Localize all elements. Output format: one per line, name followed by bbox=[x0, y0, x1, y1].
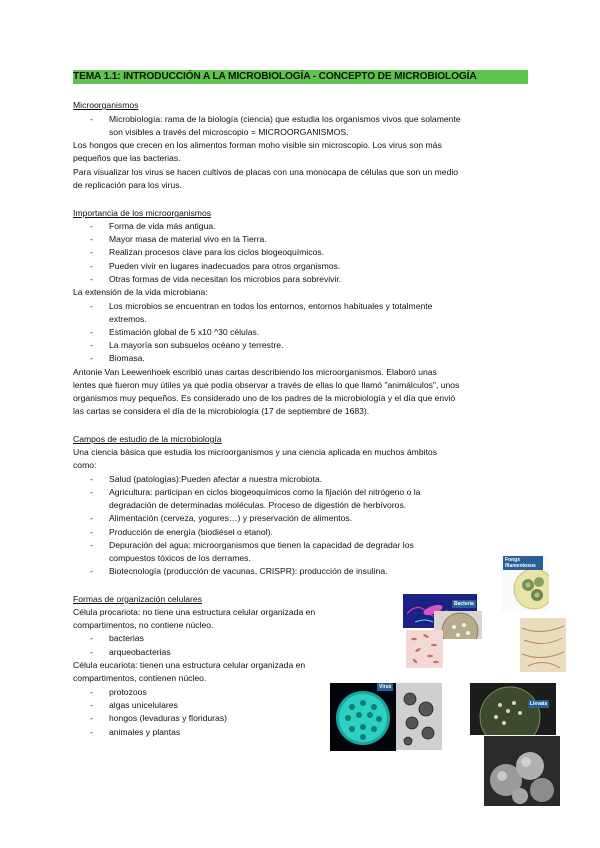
bullet-dash: - bbox=[90, 540, 93, 550]
list-item: La mayoría son subsuelos océano y terrestre. bbox=[109, 340, 284, 350]
list-item: algas unicelulares bbox=[109, 700, 178, 710]
bullet-dash: - bbox=[90, 274, 93, 284]
paragraph-line: Una ciencia básica que estudia los microorganismos y una ciencia aplicada en muchos ámbitos bbox=[73, 447, 437, 457]
bullet-dash: - bbox=[90, 647, 93, 657]
virus-label: Virus bbox=[379, 684, 392, 690]
list-item: Agricultura: participan en ciclos biogeoquímicos como la fijación del nitrógeno o la bbox=[109, 487, 421, 497]
section-heading-campos: Campos de estudio de la microbiología bbox=[73, 434, 222, 444]
definition-line-2: son visibles a través del microscopio = MICROORGANISMOS. bbox=[109, 127, 349, 137]
bullet-dash: - bbox=[90, 474, 93, 484]
bullet-dash: - bbox=[90, 527, 93, 537]
bullet-dash: - bbox=[90, 261, 93, 271]
bullet-dash: - bbox=[90, 221, 93, 231]
list-item-continuation: degradación de determinadas moléculas. Proceso de digestión de herbívoros. bbox=[109, 500, 407, 510]
paragraph-line: de replicación para los virus. bbox=[73, 180, 182, 190]
list-item: Salud (patologías):Pueden afectar a nuestra microbiota. bbox=[109, 474, 323, 484]
list-item: animales y plantas bbox=[109, 727, 181, 737]
bullet-dash: - bbox=[90, 513, 93, 523]
bullet-dash: - bbox=[90, 566, 93, 576]
list-item: Producción de energía (biodiésel o etanol). bbox=[109, 527, 273, 537]
bullet-dash: - bbox=[90, 340, 93, 350]
definition-line-1: Microbiología: rama de la biología (ciencia) que estudia los organismos vivos que solamente bbox=[109, 114, 461, 124]
paragraph-line: Los hongos que crecen en los alimentos forman moho visible sin microscopio. Los virus son más bbox=[73, 140, 442, 150]
list-item-continuation: compuestos tóxicos de los derrames. bbox=[109, 553, 251, 563]
virus-image bbox=[330, 683, 396, 751]
bullet-dash: - bbox=[90, 247, 93, 257]
paragraph-line: La extensión de la vida microbiana: bbox=[73, 287, 208, 297]
section-heading-microorganismos: Microorganismos bbox=[73, 100, 139, 110]
bullet-dash: - bbox=[90, 487, 93, 497]
list-item: Biotecnología (producción de vacunas, CRISPR): producción de insulina. bbox=[109, 566, 388, 576]
yeast-dish-image bbox=[470, 683, 556, 735]
list-item: Biomasa. bbox=[109, 353, 145, 363]
bullet-dash: - bbox=[90, 327, 93, 337]
list-item: Otras formas de vida necesitan los microbios para sobrevivir. bbox=[109, 274, 342, 284]
list-item: Realizan procesos clave para los ciclos biogeoquímicos. bbox=[109, 247, 324, 257]
paragraph-line: compartimentos, contienen núcleo. bbox=[73, 673, 207, 683]
paragraph-line: Para visualizar los virus se hacen cultivos de placas con una monocapa de células que son un medio bbox=[73, 167, 459, 177]
bullet-dash: - bbox=[90, 713, 93, 723]
list-item: arqueobacterias bbox=[109, 647, 171, 657]
list-item: Pueden vivir en lugares inadecuados para otros organismos. bbox=[109, 261, 341, 271]
paragraph-line: Célula procariota: no tiene una estructura celular organizada en bbox=[73, 607, 316, 617]
list-item: Mayor masa de material vivo en la Tierra. bbox=[109, 234, 267, 244]
paragraph-line: las cartas se considera el día de la microbiología (17 de septiembre de 1683). bbox=[73, 406, 370, 416]
list-item: bacterias bbox=[109, 633, 144, 643]
list-item-continuation: extremos. bbox=[109, 314, 147, 324]
bullet-dash: - bbox=[90, 301, 93, 311]
bacteria-micrograph-image bbox=[406, 630, 443, 668]
paragraph-line: lentes que fueron muy útiles ya que podía observar a través de ellas lo que llamó "animálculos", unos bbox=[73, 380, 460, 390]
list-item: Alimentación (cerveza, yogures…) y preservación de alimentos. bbox=[109, 513, 353, 523]
bullet-dash: - bbox=[90, 633, 93, 643]
list-item: Forma de vida más antigua. bbox=[109, 221, 216, 231]
section-heading-importancia: Importancia de los microorganismos bbox=[73, 208, 212, 218]
bullet-dash: - bbox=[90, 234, 93, 244]
list-item: Los microbios se encuentran en todos los entornos, entornos habituales y totalmente bbox=[109, 301, 433, 311]
fungi-mycelium-image bbox=[520, 618, 566, 672]
fungi-label: Fongs filamentosos bbox=[503, 556, 543, 570]
list-item: protozoos bbox=[109, 687, 147, 697]
virus-em-image bbox=[396, 683, 442, 750]
bullet-dash: - bbox=[90, 353, 93, 363]
bullet-dash: - bbox=[90, 114, 93, 124]
yeast-label: Llevats bbox=[530, 701, 548, 707]
page-title: TEMA 1.1: INTRODUCCIÓN A LA MICROBIOLOGÍA - CONCEPTO DE MICROBIOLOGÍA bbox=[73, 70, 528, 84]
paragraph-line: pequeños que las bacterias. bbox=[73, 153, 181, 163]
yeast-sem-image bbox=[484, 736, 560, 806]
list-item: Estimación global de 5 x10 ^30 células. bbox=[109, 327, 260, 337]
list-item: hongos (levaduras y floriduras) bbox=[109, 713, 227, 723]
paragraph-line: Célula eucariota: tienen una estructura celular organizada en bbox=[73, 660, 306, 670]
bullet-dash: - bbox=[90, 687, 93, 697]
bacteria-label: Bacteria bbox=[454, 601, 474, 607]
bullet-dash: - bbox=[90, 727, 93, 737]
section-heading-formas: Formas de organización celulares bbox=[73, 594, 202, 604]
paragraph-line: organismos muy pequeños. Es considerado uno de los padres de la microbiología y el día que envió bbox=[73, 393, 456, 403]
list-item: Depuración del agua: microorganismos que tienen la capacidad de degradar los bbox=[109, 540, 414, 550]
paragraph-line: compartimentos, no contiene núcleo. bbox=[73, 620, 214, 630]
bullet-dash: - bbox=[90, 700, 93, 710]
paragraph-line: Antonie Van Leewenhoek escribió unas cartas describiendo los microorganismos. Elaboró unas bbox=[73, 367, 437, 377]
paragraph-line: como: bbox=[73, 460, 97, 470]
